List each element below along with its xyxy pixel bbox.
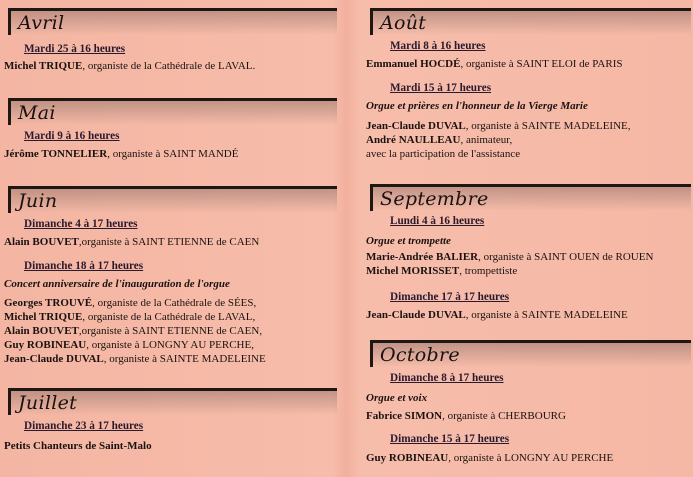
event-date: Dimanche 4 à 17 heures	[24, 218, 138, 230]
performer-role: , animateur,	[460, 134, 513, 146]
performer-line	[366, 120, 631, 133]
performer-line	[4, 325, 262, 338]
performer-line	[366, 265, 517, 278]
month-name: Juillet	[18, 392, 78, 414]
performer-name: Guy ROBINEAU	[4, 339, 87, 351]
month-header-octobre	[370, 340, 691, 367]
performer-name: Alain BOUVET	[4, 325, 79, 337]
performer-line	[366, 134, 512, 147]
performer-name: Guy ROBINEAU	[366, 452, 449, 464]
performer-role: , organiste à SAINT OUEN de ROUEN	[478, 251, 654, 263]
event-date: Dimanche 23 à 17 heures	[24, 420, 144, 432]
performer-role: ,organiste à SAINT ETIENNE de CAEN,	[78, 325, 263, 337]
performer-role: , organiste de la Cathédrale de LAVAL,	[82, 311, 256, 323]
month-name: Mai	[18, 102, 56, 124]
performer-name: Michel MORISSET	[366, 265, 460, 277]
month-header-septembre	[370, 184, 691, 211]
event-theme: Orgue et voix	[366, 392, 428, 404]
performer-name: Emmanuel HOCDÉ	[366, 58, 461, 70]
performer-name: Michel TRIQUE	[4, 311, 83, 323]
month-header-juin	[8, 186, 337, 213]
event-date: Lundi 4 à 16 heures	[390, 215, 485, 227]
performer-name: Marie-Andrée BALIER	[366, 251, 479, 263]
performer-line	[4, 60, 255, 73]
event-date: Mardi 9 à 16 heures	[24, 130, 120, 142]
performer-role: ,organiste à SAINT ETIENNE de CAEN	[78, 236, 260, 248]
performer-line	[366, 58, 622, 71]
performer-name: Jérôme TONNELIER	[4, 148, 108, 160]
performer-role: , organiste de la Cathédrale de SÉES,	[92, 297, 257, 309]
event-date: Dimanche 8 à 17 heures	[390, 372, 504, 384]
performer-line	[4, 353, 266, 366]
event-theme: Orgue et prières en l'honneur de la Vierge Marie	[366, 100, 588, 112]
performer-name: Fabrice SIMON	[366, 410, 443, 422]
performer-role: , organiste à SAINT ELOI de PARIS	[460, 58, 623, 70]
event-date: Dimanche 18 à 17 heures	[24, 260, 144, 272]
event-date: Mardi 15 à 17 heures	[390, 82, 492, 94]
performer-role: , organiste à CHERBOURG	[442, 410, 566, 422]
event-theme: Concert anniversaire de l'inauguration de l'orgue	[4, 278, 230, 290]
performer-name: Jean-Claude DUVAL	[366, 309, 466, 321]
performer-name: André NAULLEAU	[366, 134, 461, 146]
performer-name: Michel TRIQUE	[4, 60, 83, 72]
performer-role: , organiste à SAINT MANDÉ	[107, 148, 239, 160]
month-header-mai	[8, 98, 337, 125]
event-theme: Orgue et trompette	[366, 235, 451, 247]
month-header-juillet	[8, 388, 337, 415]
event-date: Dimanche 15 à 17 heures	[390, 433, 510, 445]
event-date: Mardi 25 à 16 heures	[24, 43, 126, 55]
performer-line	[366, 251, 653, 264]
performer-line	[4, 236, 259, 249]
performer-line	[4, 311, 255, 324]
month-header-aout	[370, 8, 691, 35]
performer-line	[4, 339, 254, 352]
performer-role: , trompettiste	[459, 265, 518, 277]
performer-role: , organiste à SAINTE MADELEINE,	[465, 120, 631, 132]
month-name: Septembre	[380, 188, 489, 210]
performer-role: , organiste à SAINTE MADELEINE	[465, 309, 628, 321]
performer-name: Georges TROUVÉ	[4, 297, 93, 309]
month-name: Août	[380, 12, 427, 34]
performer-role: , organiste à LONGNY AU PERCHE	[448, 452, 614, 464]
performer-role: , organiste à SAINTE MADELEINE	[103, 353, 266, 365]
performer-line	[366, 410, 566, 423]
month-name: Octobre	[380, 344, 460, 366]
month-name: Juin	[18, 190, 58, 212]
performer-line	[4, 148, 238, 161]
performer-line	[366, 452, 613, 465]
performer-line	[4, 297, 256, 310]
event-date: Dimanche 17 à 17 heures	[390, 291, 510, 303]
month-name: Avril	[18, 12, 65, 34]
performer-role: , organiste à LONGNY AU PERCHE,	[86, 339, 254, 351]
performer-role: , organiste de la Cathédrale de LAVAL.	[82, 60, 256, 72]
event-date: Mardi 8 à 16 heures	[390, 40, 486, 52]
performer-name: Alain BOUVET	[4, 236, 79, 248]
event-note: avec la participation de l'assistance	[366, 148, 521, 160]
performer-line	[366, 309, 628, 322]
performer-line: Petits Chanteurs de Saint-Malo	[4, 440, 152, 452]
performer-name: Jean-Claude DUVAL	[4, 353, 104, 365]
month-header-avril	[8, 8, 337, 35]
performer-name: Jean-Claude DUVAL	[366, 120, 466, 132]
